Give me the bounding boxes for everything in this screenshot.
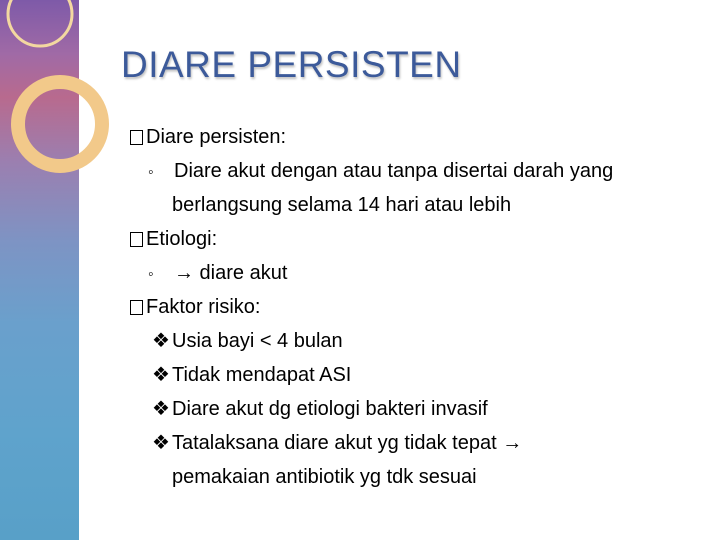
- bullet-level2: ❖ Diare akut dg etiologi bakteri invasif: [130, 392, 710, 426]
- diamond-bullet-icon: ❖: [152, 330, 170, 352]
- bullet-continuation: pemakaian antibiotik yg tdk sesuai: [172, 466, 477, 488]
- circle-bullet-icon: ◦: [148, 164, 154, 181]
- slide-title: DIARE PERSISTEN: [121, 44, 462, 85]
- checkbox-bullet-icon: [130, 300, 143, 315]
- diamond-bullet-icon: ❖: [152, 364, 170, 386]
- diamond-bullet-icon: ❖: [152, 398, 170, 420]
- slide-content: [130, 120, 710, 494]
- circle-bullet-icon: ◦: [148, 266, 154, 283]
- checkbox-bullet-icon: [130, 130, 143, 145]
- bullet-level1: Etiologi:: [130, 222, 710, 256]
- bullet-level2: ◦ → diare akut: [130, 256, 710, 290]
- diamond-bullet-icon: ❖: [152, 432, 170, 454]
- bullet-level2: ❖ Usia bayi < 4 bulan: [130, 324, 710, 358]
- bullet-level2: ❖ Tatalaksana diare akut yg tidak tepat →: [130, 426, 710, 460]
- bullet-level1: Diare persisten:: [130, 120, 710, 154]
- bullet-level2: ❖ Tidak mendapat ASI: [130, 358, 710, 392]
- bullet-level1: Faktor risiko:: [130, 290, 710, 324]
- bullet-level2: ◦ Diare akut dengan atau tanpa disertai darah yang: [130, 154, 710, 188]
- checkbox-bullet-icon: [130, 232, 143, 247]
- bullet-continuation: berlangsung selama 14 hari atau lebih: [172, 194, 512, 216]
- decorative-sidebar: [0, 0, 79, 540]
